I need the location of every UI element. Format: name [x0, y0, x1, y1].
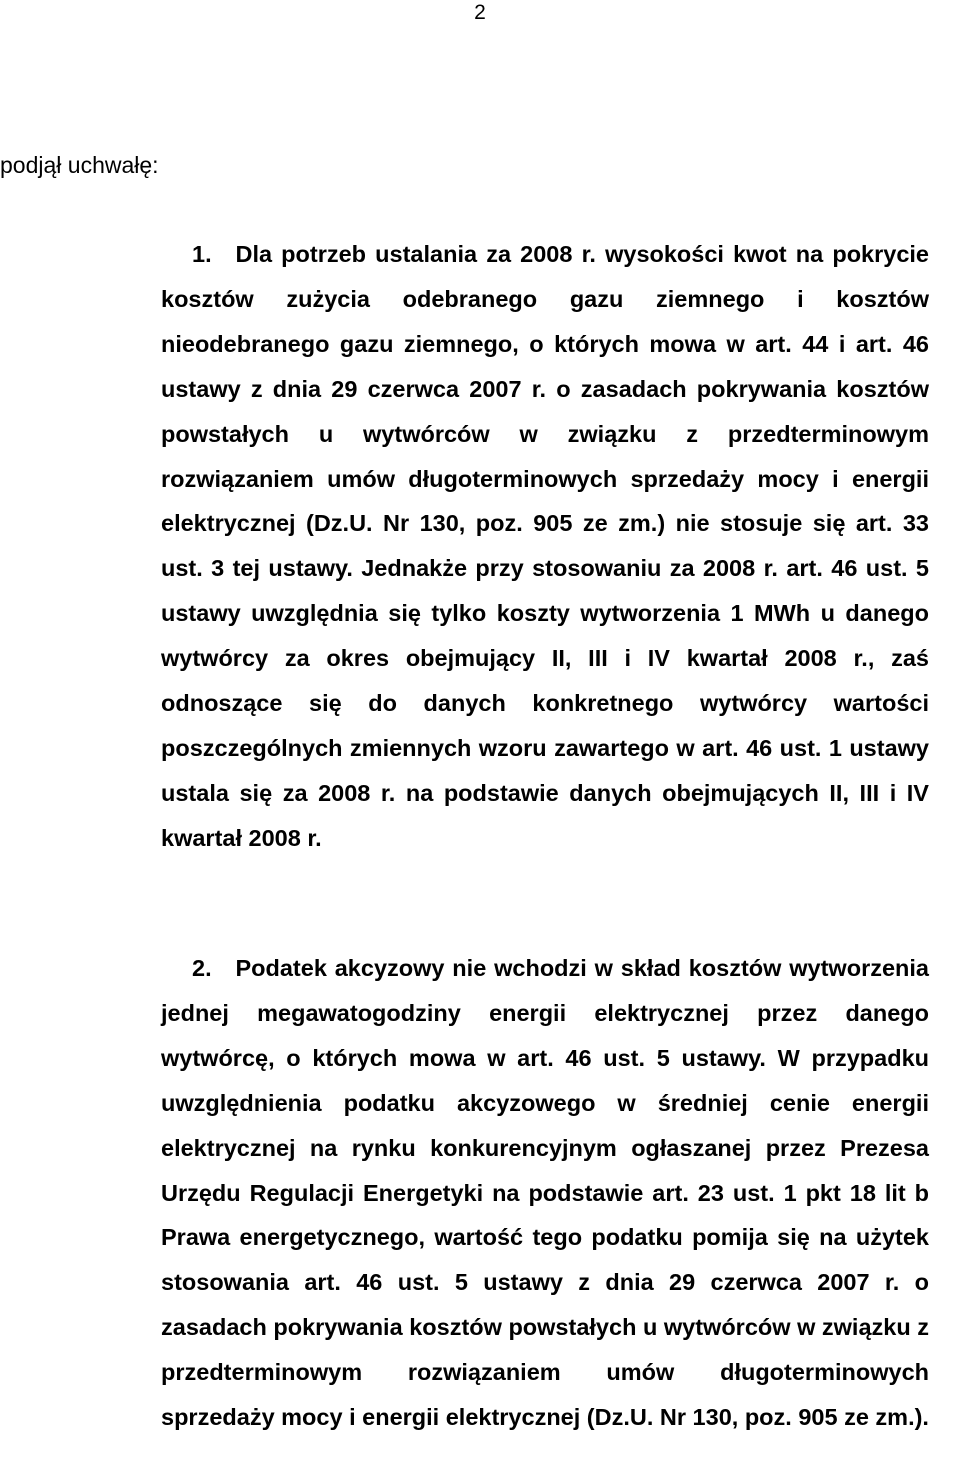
resolution-item-2 [161, 946, 929, 1440]
resolution-item-1 [161, 232, 929, 861]
item-text: Podatek akcyzowy nie wchodzi w skład kosztów wytworzenia jednej megawatogodziny energii elektrycznej przez danego wytwórcę, o których mowa w art. 46 ust. 5 ustawy. W przypadku uwzględnienia podatku akcyzowego w średniej cenie energii elektrycznej na rynku konkurencyjnym ogłaszanej przez Prezesa Urzędu Regulacji Energetyki na podstawie art. 23 ust. 1 pkt 18 lit b Prawa energetycznego, wartość tego podatku pomija się na użytek stosowania art. 46 ust. 5 ustawy z dnia 29 czerwca 2007 r. o zasadach pokrywania kosztów powstałych u wytwórców w związku z przedterminowym rozwiązaniem umów długoterminowych sprzedaży mocy i energii elektrycznej (Dz.U. Nr 130, poz. 905 ze zm.). [161, 955, 929, 1431]
item-number: 2. [192, 955, 212, 981]
intro-text: podjął uchwałę: [0, 152, 159, 178]
page-number: 2 [474, 1, 486, 24]
item-text: Dla potrzeb ustalania za 2008 r. wysokości kwot na pokrycie kosztów zużycia odebranego gazu ziemnego i kosztów nieodebranego gazu ziemnego, o których mowa w art. 44 i art. 46 ustawy z dnia 29 czerwca 2007 r. o zasadach pokrywania kosztów powstałych u wytwórców w związku z przedterminowym rozwiązaniem umów długoterminowych sprzedaży mocy i energii elektrycznej (Dz.U. Nr 130, poz. 905 ze zm.) nie stosuje się art. 33 ust. 3 tej ustawy. Jednakże przy stosowaniu za 2008 r. art. 46 ust. 5 ustawy uwzględnia się tylko koszty wytworzenia 1 MWh u danego wytwórcy za okres obejmujący II, III i IV kwartał 2008 r., zaś odnoszące się do danych konkretnego wytwórcy wartości poszczególnych zmiennych wzoru zawartego w art. 46 ust. 1 ustawy ustala się za 2008 r. na podstawie danych obejmujących II, III i IV kwartał 2008 r. [161, 241, 929, 851]
item-number: 1. [192, 241, 212, 267]
